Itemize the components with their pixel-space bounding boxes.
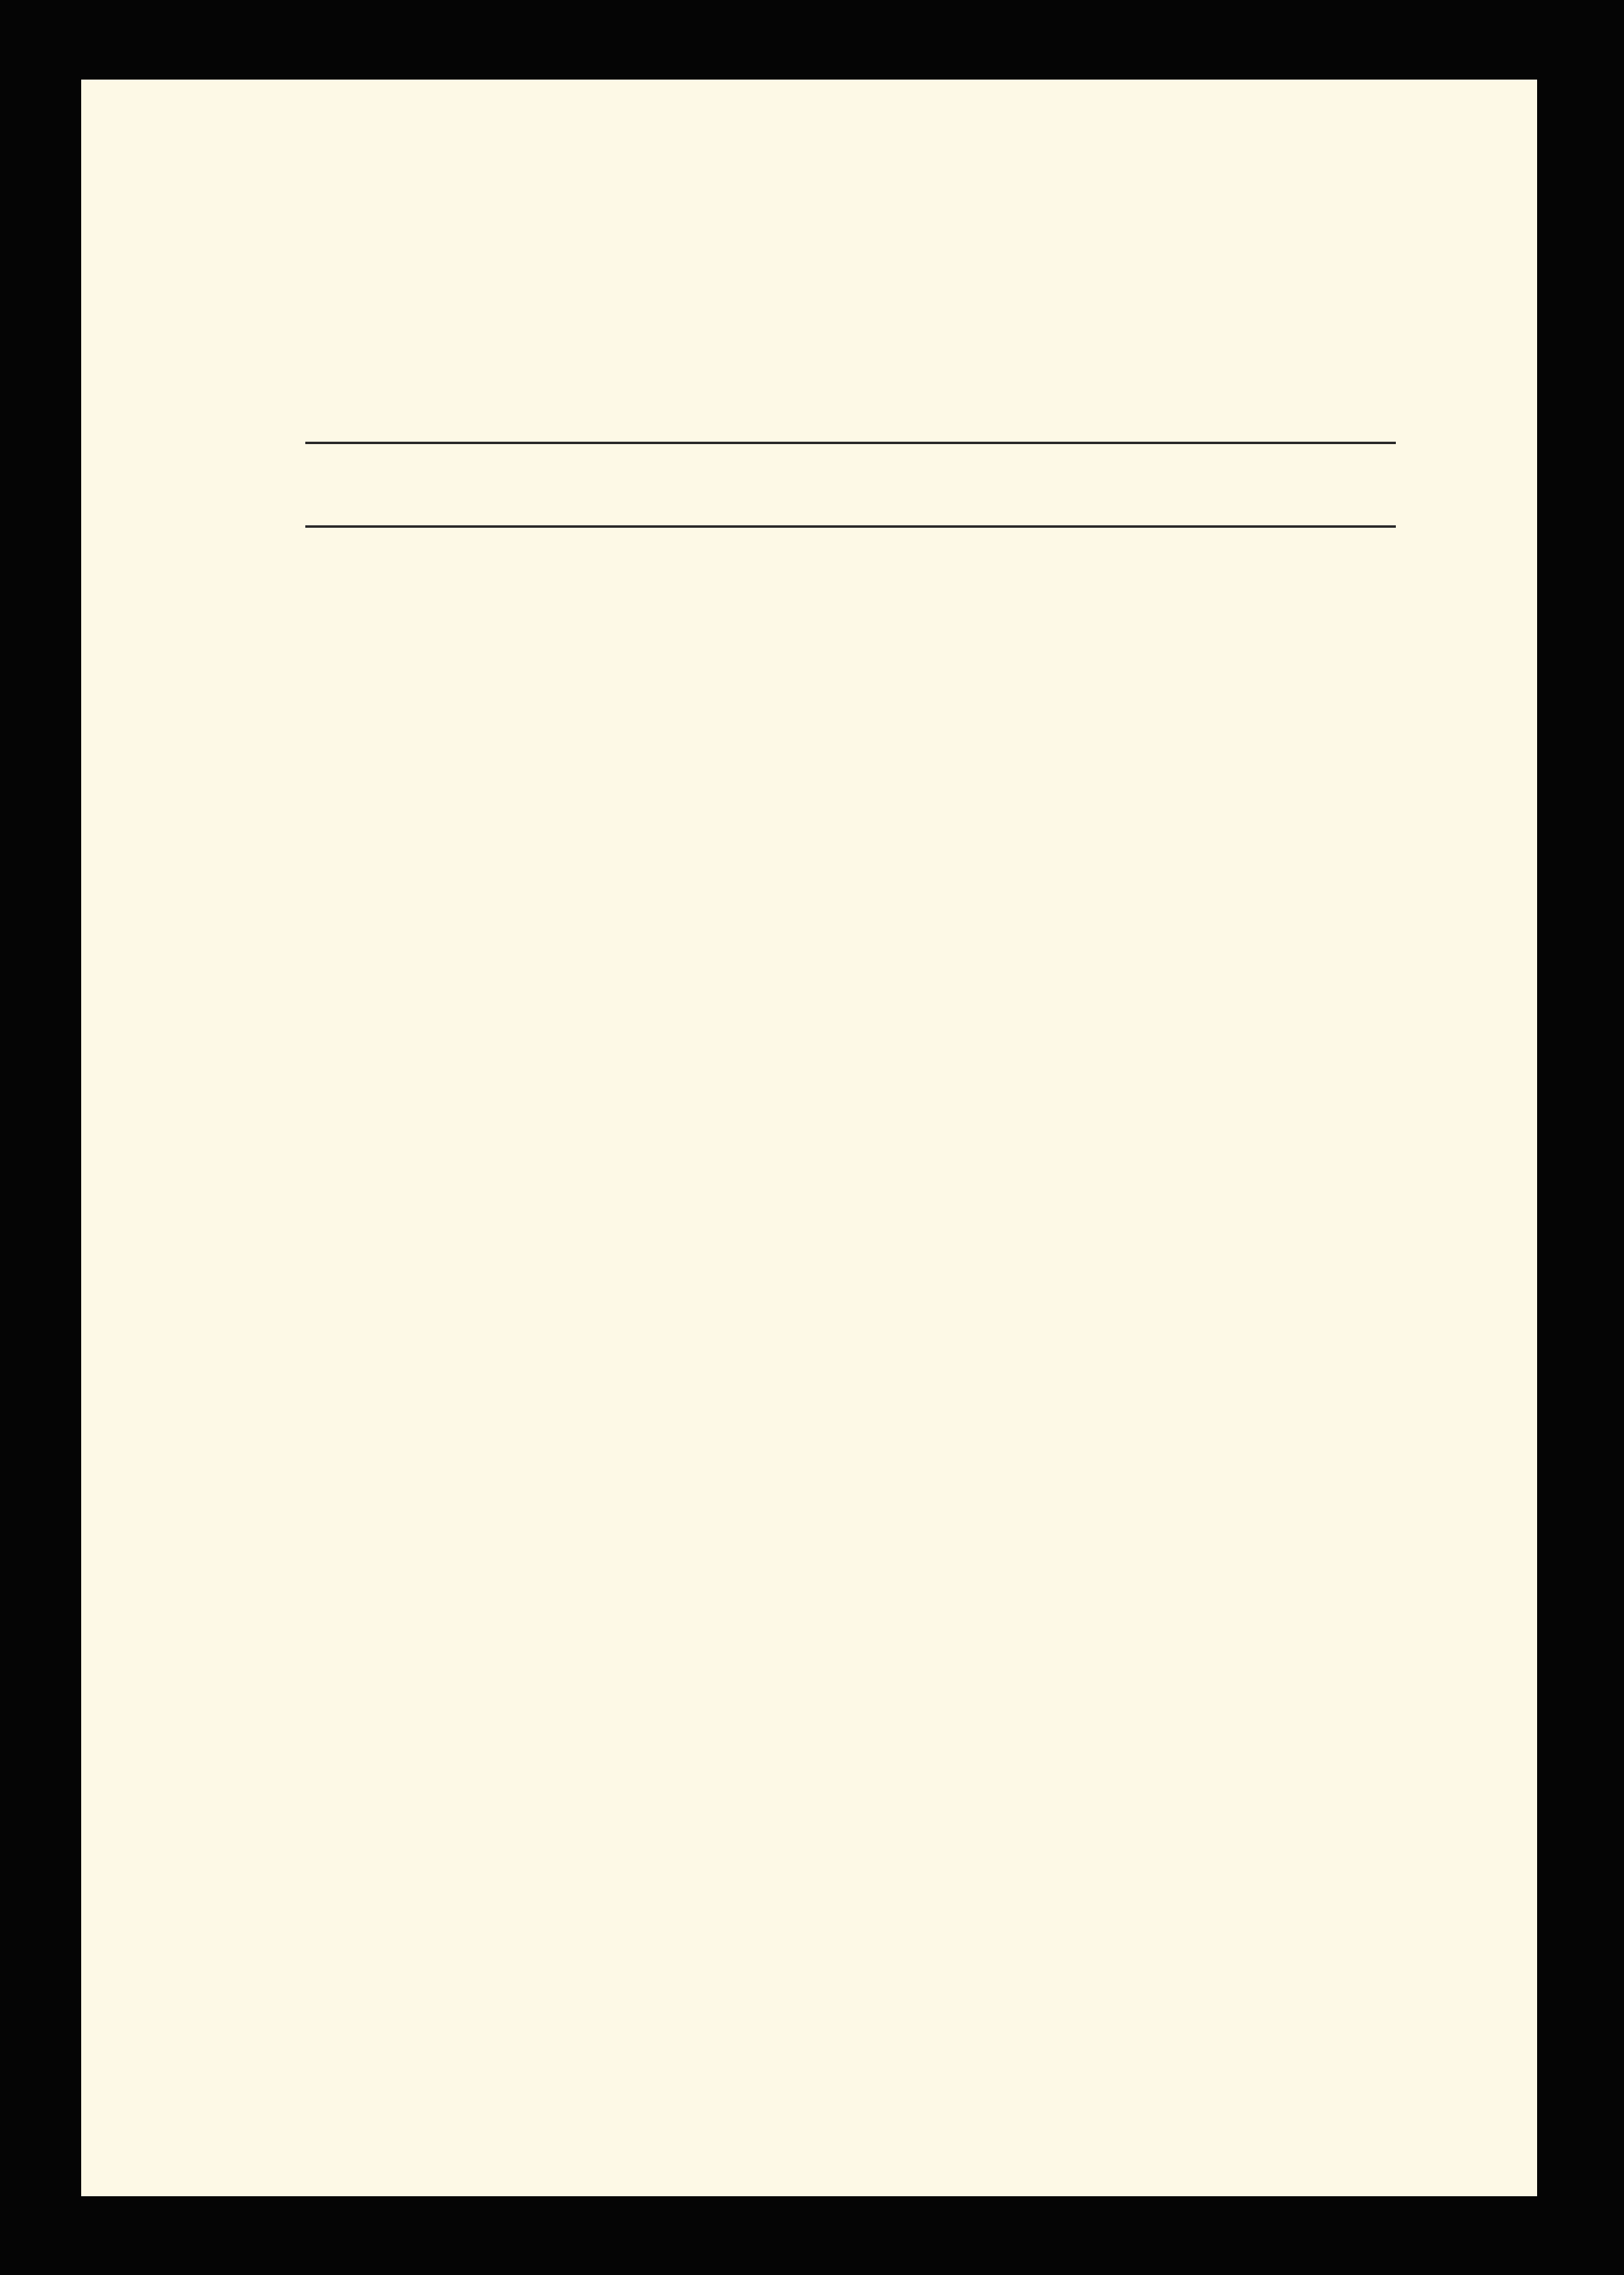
document-page: [81, 80, 1537, 2196]
table-header-rule: [305, 525, 1396, 528]
table-top-rule: [305, 442, 1396, 444]
